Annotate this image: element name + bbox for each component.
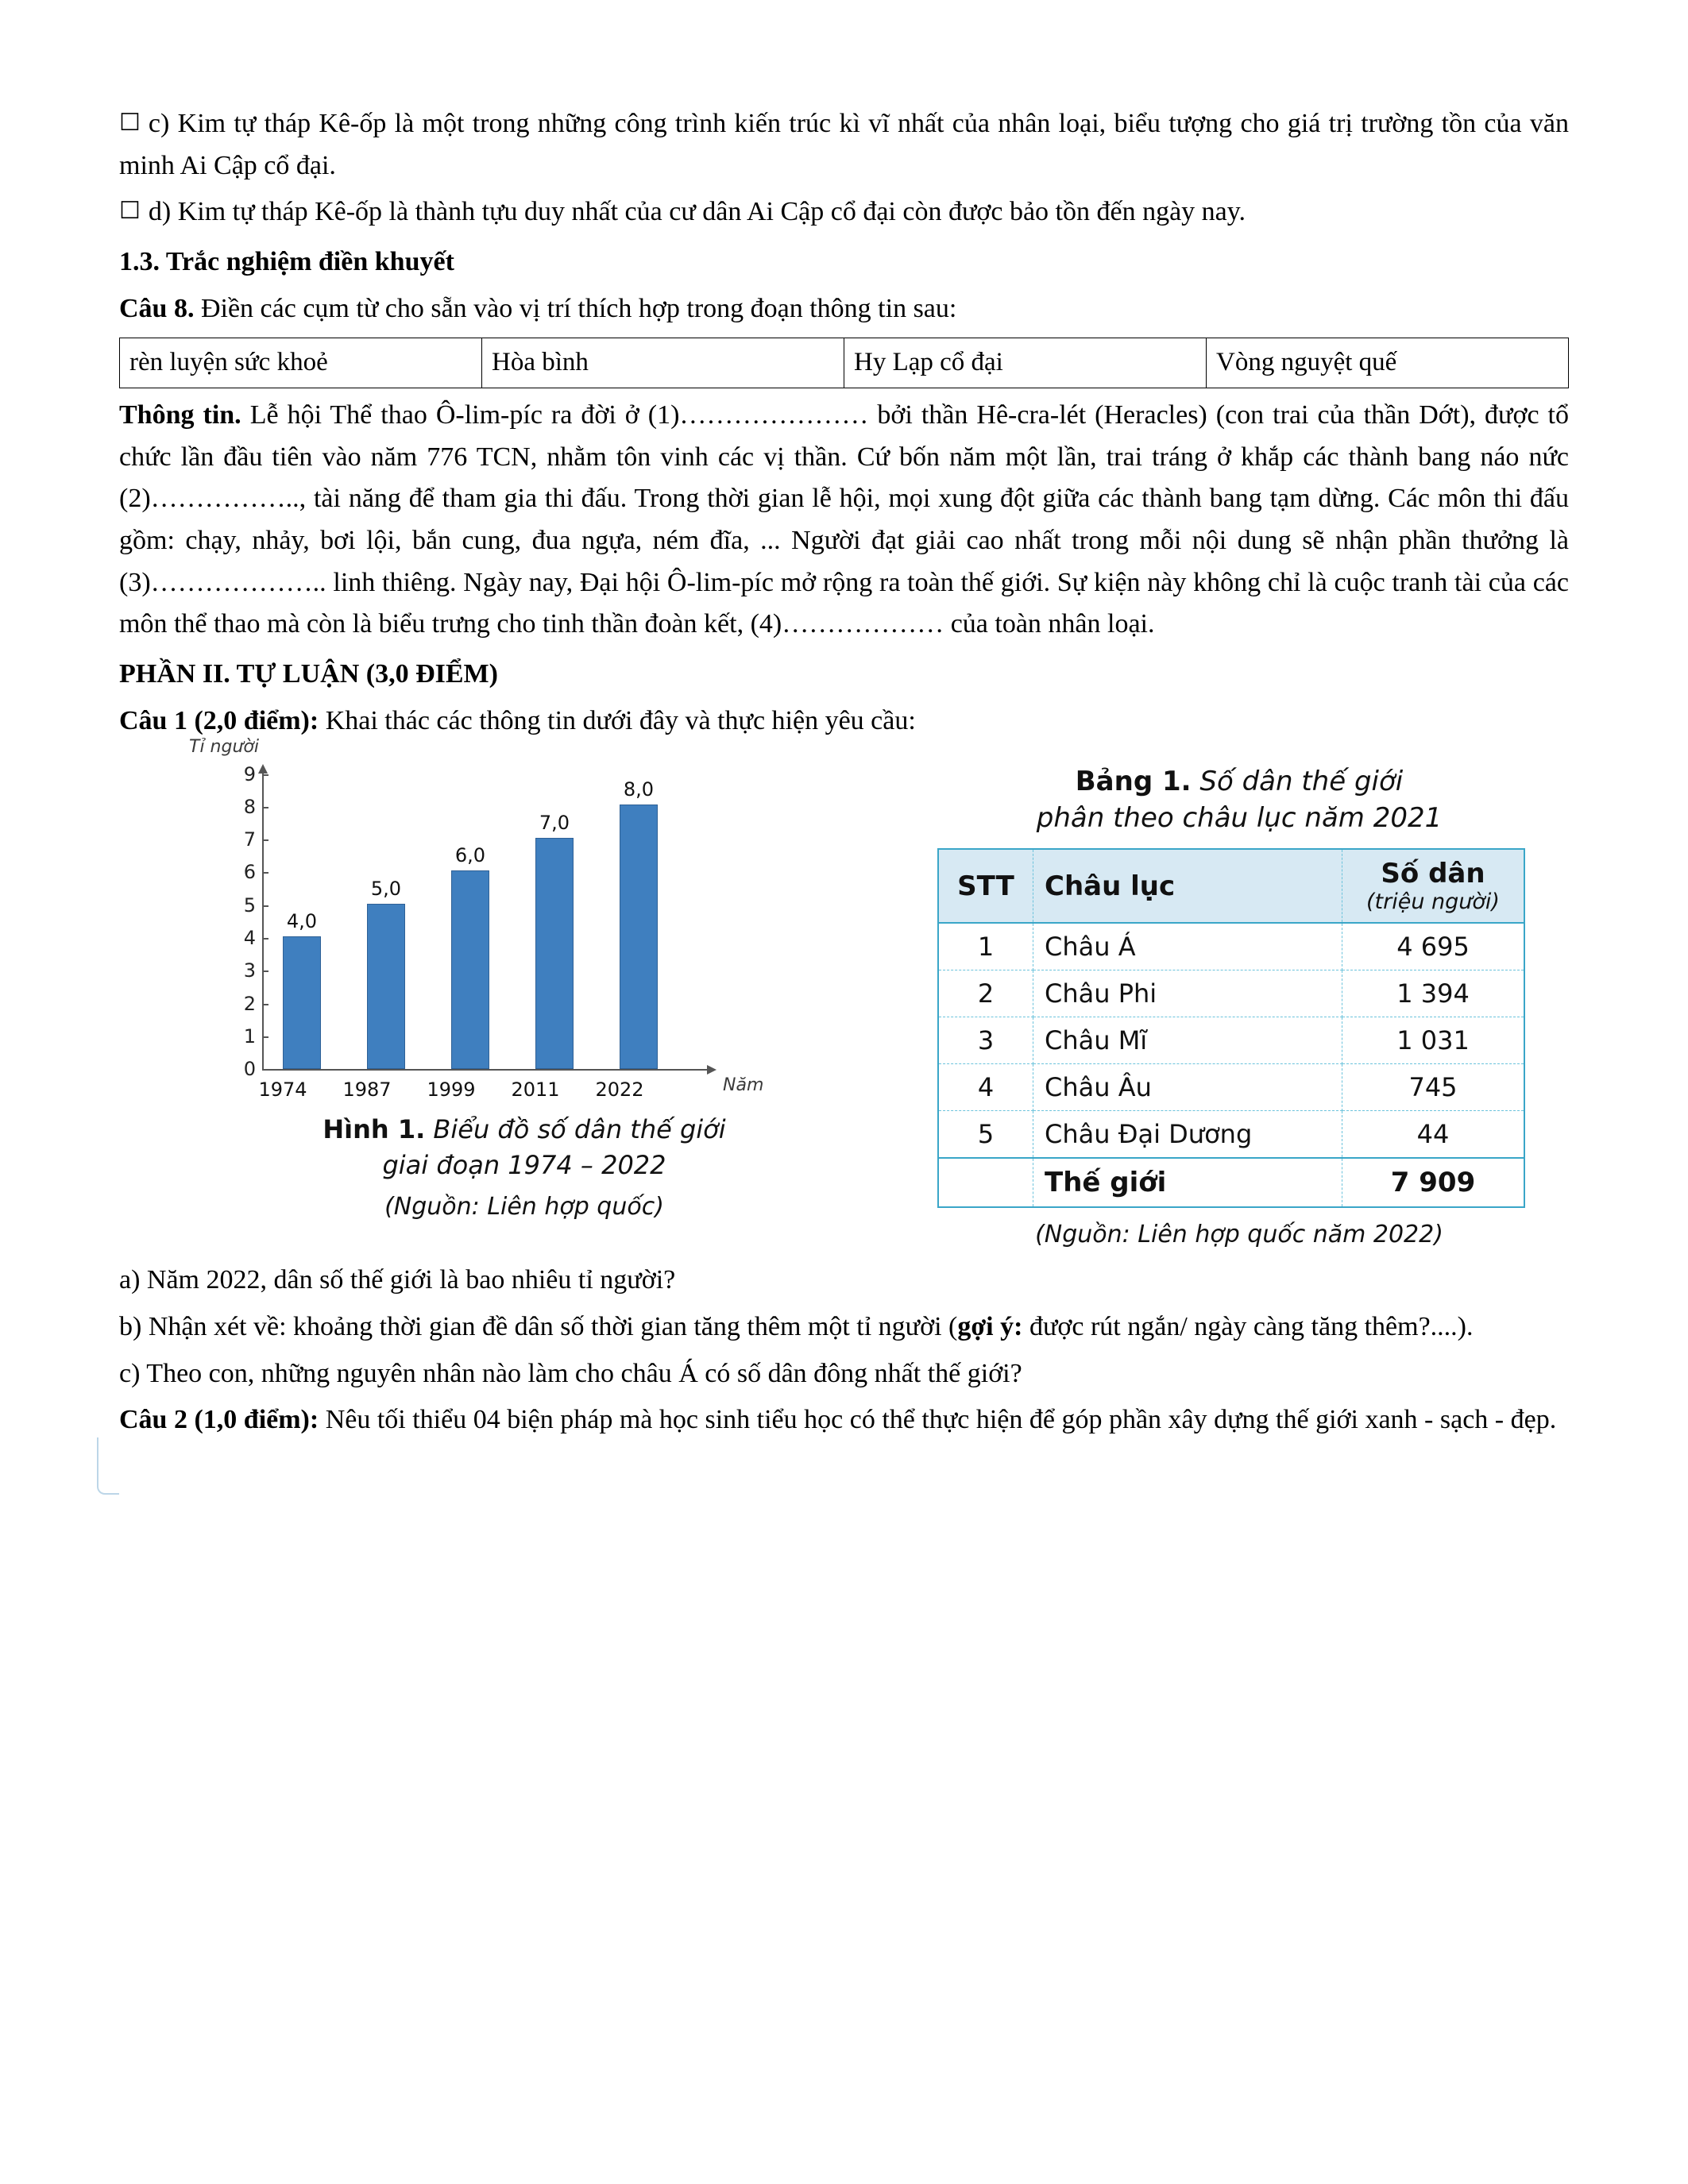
table-row: [938, 1111, 1524, 1159]
chart-caption-text-2: giai đoạn 1974 – 2022: [382, 1150, 666, 1181]
cell-continent: Châu Đại Dương: [1033, 1111, 1342, 1159]
y-tick-4: 4: [229, 927, 256, 949]
option-label-d: d): [148, 197, 172, 227]
checkbox-icon[interactable]: ☐: [119, 198, 141, 225]
cell-continent: Châu Âu: [1033, 1064, 1342, 1111]
chart-canvas: [167, 737, 929, 1102]
table-row: [120, 338, 1569, 388]
population-table: [937, 848, 1525, 1208]
question-1-label: Câu 1 (2,0 điểm):: [119, 705, 319, 735]
y-tick-0: 0: [229, 1058, 256, 1080]
table-row: [938, 1064, 1524, 1111]
cell-stt: 2: [938, 970, 1033, 1017]
table-total-row: [938, 1158, 1524, 1207]
x-tick-1987: 1987: [342, 1078, 392, 1102]
cell-continent: Châu Mĩ: [1033, 1017, 1342, 1064]
header-continent: Châu lục: [1033, 849, 1342, 923]
cell-stt: 5: [938, 1111, 1033, 1159]
cell-total-label: Thế giới: [1033, 1158, 1342, 1207]
word-bank-table: [119, 338, 1569, 388]
cell-stt: 1: [938, 923, 1033, 970]
passage-text: Lễ hội Thể thao Ô-lim-píc ra đời ở (1)………………… bởi thần Hê-cra-lét (Heracles) (con trai của thần Dớt), được tổ chức lần đầu tiên vào năm 776 TCN, nhằm tôn vinh các vị thần. Cứ bốn năm một lần, trai tráng ở khắp các thành bang náo nức (2)…………….., tài năng để tham gia thi đấu. Trong thời gian lễ hội, mọi xung đột giữa các thành bang tạm dừng. Các môn thi đấu gồm: chạy, nhảy, bơi lội, bắn cung, đua ngựa, ném đĩa, ... Người đạt giải cao nhất trong mỗi nội dung sẽ nhận phần thưởng là (3)……………….. linh thiêng. Ngày nay, Đại hội Ô-lim-píc mở rộng ra toàn thế giới. Sự kiện này không chỉ là cuộc tranh tài của các môn thể thao mà còn là biểu trưng cho tinh thần đoàn kết, (4)……………… của toàn nhân loại.: [119, 399, 1569, 639]
bar-2011: 7,0: [535, 838, 574, 1069]
y-tick-8: 8: [229, 796, 256, 818]
y-tick-5: 5: [229, 894, 256, 916]
chart-y-axis-label: Tỉ người: [189, 737, 259, 758]
part-2-heading: PHẦN II. TỰ LUẬN (3,0 ĐIỂM): [119, 659, 498, 689]
option-label-c: c): [148, 109, 170, 138]
chart-bars: [264, 774, 709, 1069]
question-1-sub-a: a) Năm 2022, dân số thế giới là bao nhiêu tỉ người?: [119, 1265, 676, 1295]
cell-population: 4 695: [1342, 923, 1525, 970]
section-heading-1-3: 1.3. Trắc nghiệm điền khuyết: [119, 247, 454, 277]
header-population: Số dân (triệu người): [1342, 849, 1525, 923]
chart-x-axis-label: Năm: [723, 1075, 764, 1096]
y-tick-9: 9: [229, 763, 256, 785]
figures-row: [119, 737, 1569, 1249]
table-row: [938, 1017, 1524, 1064]
table-title-text: Số dân thế giới: [1199, 766, 1404, 798]
cell-population: 745: [1342, 1064, 1525, 1111]
bar-1987: 5,0: [367, 904, 405, 1069]
header-stt: STT: [938, 849, 1033, 923]
y-tick-6: 6: [229, 861, 256, 883]
x-tick-1974: 1974: [258, 1078, 307, 1102]
cell-continent: Châu Á: [1033, 923, 1342, 970]
cell-stt: 4: [938, 1064, 1033, 1111]
question-8: [119, 288, 1569, 330]
bar-1974: 4,0: [283, 936, 321, 1069]
bar-1999: 6,0: [451, 870, 489, 1069]
cell-population: 1 394: [1342, 970, 1525, 1017]
table-row: [938, 970, 1524, 1017]
decorative-corner: [97, 1437, 119, 1495]
chart-x-axis: [262, 1069, 707, 1071]
x-tick-1999: 1999: [427, 1078, 476, 1102]
y-tick-2: 2: [229, 993, 256, 1015]
table-title: [937, 764, 1541, 837]
table-title-text-2: phân theo châu lục năm 2021: [1036, 802, 1443, 835]
table-header-row: [938, 849, 1524, 923]
table-title-label: Bảng 1.: [1075, 766, 1192, 798]
question-8-passage: [119, 395, 1569, 646]
word-bank-cell-2: Hòa bình: [482, 338, 844, 388]
word-bank-cell-1: rèn luyện sức khoẻ: [120, 338, 482, 388]
population-table-figure: [937, 764, 1541, 1248]
table-row: [938, 923, 1524, 970]
word-bank-cell-3: Hy Lạp cổ đại: [844, 338, 1207, 388]
chart-caption-text: Biểu đồ số dân thế giới: [433, 1114, 726, 1145]
answer-option-c: [119, 103, 1569, 187]
chart-caption: [119, 1112, 929, 1183]
option-text-c: Kim tự tháp Kê-ốp là một trong những công trình kiến trúc kì vĩ nhất của nhân loại, biểu tượng cho giá trị trường tồn của văn minh Ai Cập cổ đại.: [119, 109, 1570, 180]
population-bar-chart: [119, 737, 929, 1221]
question-8-prompt: Điền các cụm từ cho sẵn vào vị trí thích hợp trong đoạn thông tin sau:: [200, 293, 957, 323]
cell-population: 44: [1342, 1111, 1525, 1159]
option-text-d: Kim tự tháp Kê-ốp là thành tựu duy nhất của cư dân Ai Cập cổ đại còn được bảo tồn đến ngày nay.: [177, 197, 1246, 227]
y-tick-1: 1: [229, 1025, 256, 1048]
answer-option-d: [119, 191, 1569, 233]
bar-2022: 8,0: [620, 805, 658, 1069]
cell-total-value: 7 909: [1342, 1158, 1525, 1207]
chart-caption-label: Hình 1.: [323, 1114, 426, 1145]
y-tick-3: 3: [229, 959, 256, 982]
cell-population: 1 031: [1342, 1017, 1525, 1064]
passage-label: Thông tin.: [119, 399, 241, 430]
question-1-prompt: Khai thác các thông tin dưới đây và thực hiện yêu cầu:: [325, 705, 916, 735]
question-2-label: Câu 2 (1,0 điểm):: [119, 1405, 319, 1435]
question-1-sub-b: b) Nhận xét về: khoảng thời gian đề dân số thời gian tăng thêm một tỉ người (gợi ý: được rút ngắn/ ngày càng tăng thêm?....).: [119, 1311, 1474, 1341]
question-1-sub-c: c) Theo con, những nguyên nhân nào làm cho châu Á có số dân đông nhất thế giới?: [119, 1358, 1022, 1388]
question-8-label: Câu 8.: [119, 293, 195, 323]
chart-source: (Nguồn: Liên hợp quốc): [384, 1193, 664, 1221]
word-bank-cell-4: Vòng nguyệt quế: [1207, 338, 1569, 388]
y-tick-7: 7: [229, 828, 256, 851]
header-population-unit: (triệu người): [1366, 889, 1500, 915]
table-source: (Nguồn: Liên hợp quốc năm 2022): [1035, 1221, 1443, 1249]
question-1: [119, 700, 1569, 743]
cell-continent: Châu Phi: [1033, 970, 1342, 1017]
question-2: [119, 1399, 1569, 1441]
x-tick-2011: 2011: [511, 1078, 560, 1102]
cell-stt: 3: [938, 1017, 1033, 1064]
question-2-text: Nêu tối thiểu 04 biện pháp mà học sinh tiểu học có thể thực hiện để góp phần xây dựng thế giới xanh - sạch - đẹp.: [325, 1405, 1557, 1435]
x-tick-2022: 2022: [595, 1078, 644, 1102]
cell-empty: [938, 1158, 1033, 1207]
checkbox-icon[interactable]: ☐: [119, 110, 141, 136]
